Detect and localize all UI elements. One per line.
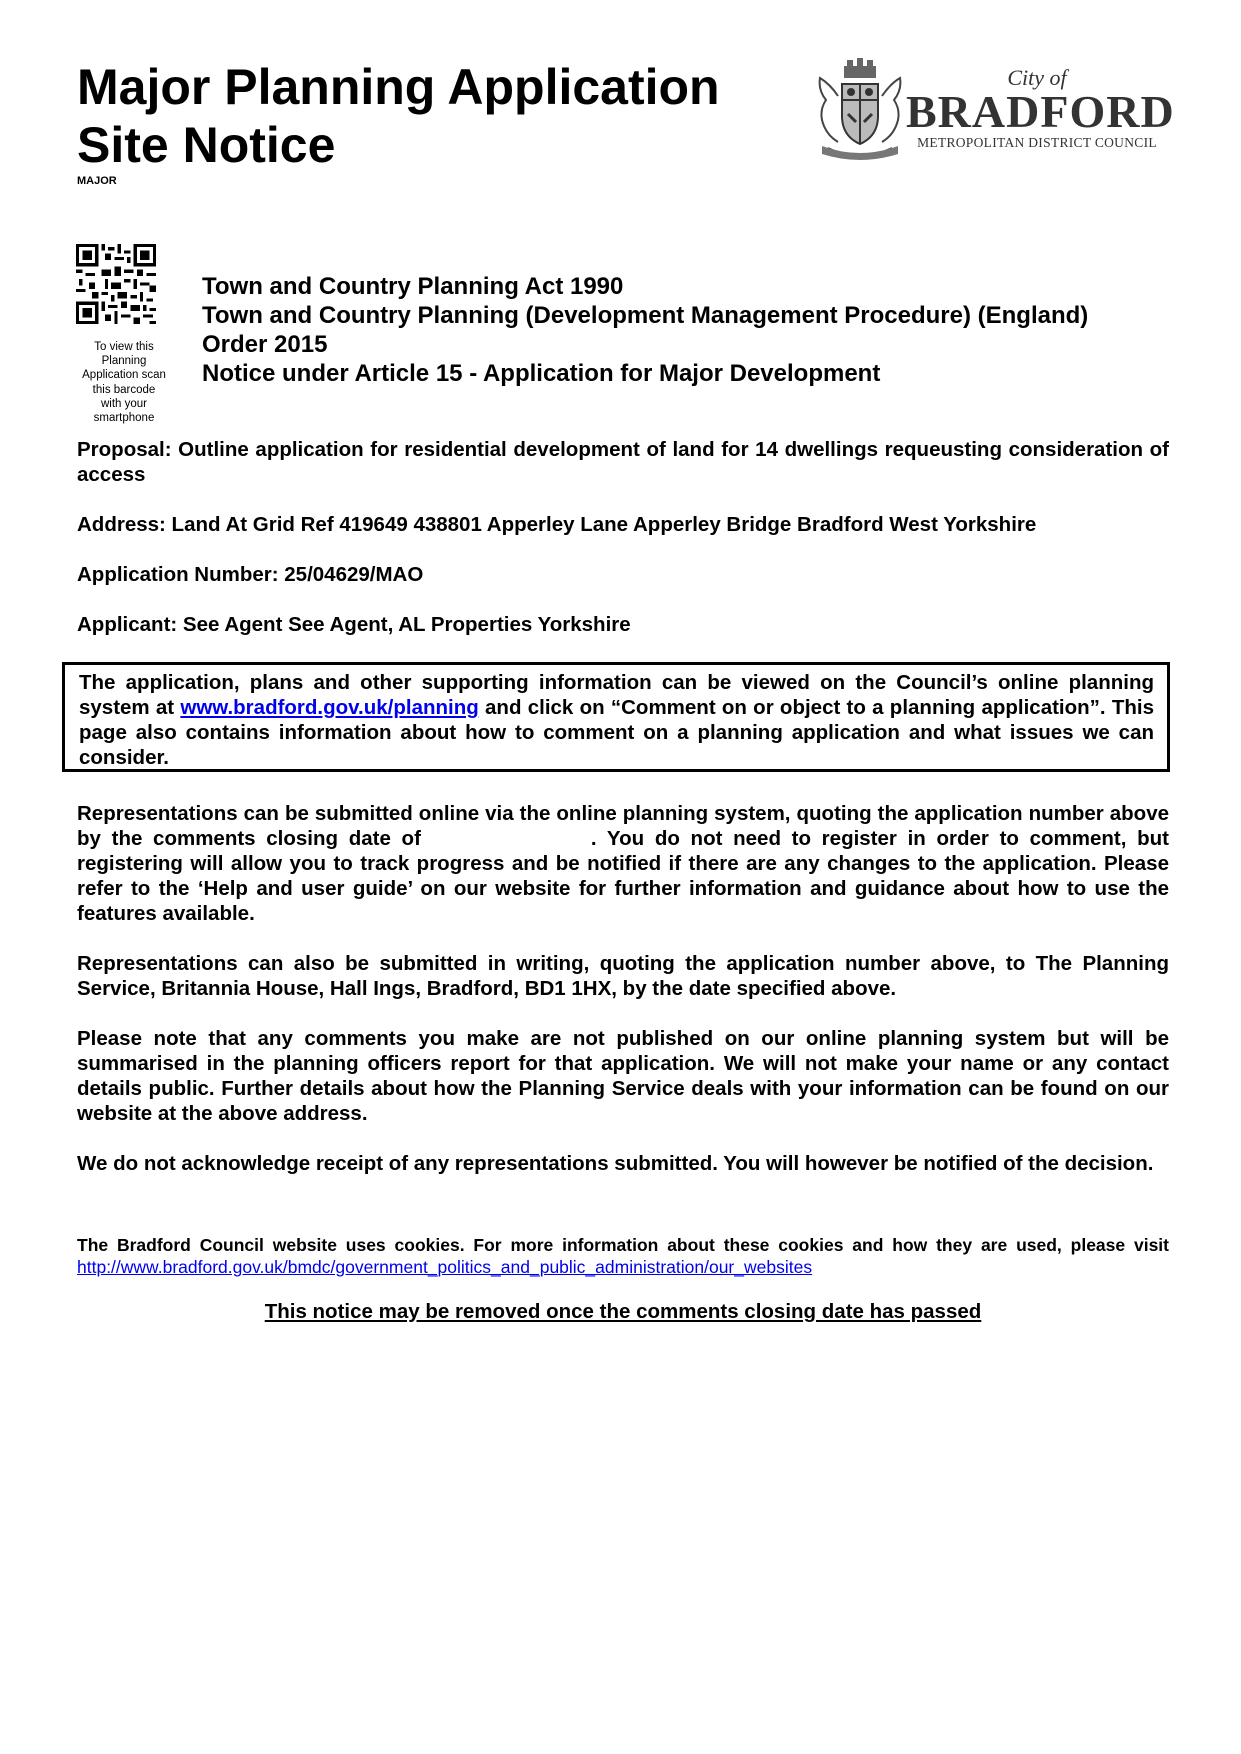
- representations-online-after: . You do not need to register in order to comment, but registering will allow you to track progress and be notified if there are any changes to the application. Please refer to the ‘Help and user guide’ on our website for further information and guidance about how to use the features available.: [77, 827, 1169, 925]
- act-line-2: Town and Country Planning (Development Management Procedure) (England): [202, 302, 1089, 329]
- comments-note: Please note that any comments you make are not published on our online planning system but will be summarised in the planning officers report for that application. We will not make your name or any contact details public. Further details about how the Planning Service deals with your information can be found on our website at the above address.: [77, 1027, 1169, 1125]
- logo-city-of: City of: [1007, 65, 1067, 90]
- qr-caption-line: this barcode: [92, 383, 156, 396]
- cookies-notice: [77, 1234, 1169, 1278]
- info-box-text-before: The application, plans and other supporting information can be viewed on the Council’s online planning system at: [79, 671, 1154, 719]
- page-title: [77, 58, 720, 174]
- qr-caption: [74, 340, 174, 425]
- qr-caption-line: To view this: [94, 341, 154, 353]
- planning-link[interactable]: www.bradford.gov.uk/planning: [180, 696, 479, 719]
- qr-caption-line: with your: [100, 397, 148, 410]
- proposal: Proposal: Outline application for residential development of land for 14 dwellings requeusting consideration of access: [77, 438, 1169, 486]
- act-line-1: Town and Country Planning Act 1990: [202, 273, 624, 300]
- removal-notice: This notice may be removed once the comments closing date has passed: [264, 1300, 982, 1323]
- title-line-1: Major Planning Application: [77, 59, 720, 115]
- application-number: Application Number: 25/04629/MAO: [77, 563, 424, 586]
- info-box: [62, 662, 1170, 772]
- category-label: MAJOR: [77, 175, 117, 187]
- representations-online: [77, 801, 1169, 926]
- representations-online-before: Representations can be submitted online via the online planning system, quoting the application number above by the comments closing date of: [77, 802, 1169, 850]
- act-line-4: Notice under Article 15 - Application for Major Development: [202, 360, 881, 387]
- applicant: Applicant: See Agent See Agent, AL Properties Yorkshire: [77, 613, 631, 636]
- qr-caption-line: smartphone: [93, 412, 155, 425]
- act-line-3: Order 2015: [202, 331, 328, 358]
- qr-caption-line: Application scan: [82, 369, 166, 382]
- representations-writing: Representations can also be submitted in writing, quoting the application number above, to The Planning Service, Britannia House, Hall Ings, Bradford, BD1 1HX, by the date specified above.: [77, 952, 1169, 1000]
- coat-of-arms-icon: [808, 56, 912, 162]
- cookies-text: The Bradford Council website uses cookies. For more information about these cookies and how they are used, please visit: [77, 1235, 1169, 1255]
- qr-code-icon: [76, 244, 156, 324]
- cookies-link[interactable]: http://www.bradford.gov.uk/bmdc/government_politics_and_public_administration/our_websites: [77, 1257, 813, 1277]
- address: Address: Land At Grid Ref 419649 438801 Apperley Lane Apperley Bridge Bradford West Yorkshire: [77, 513, 1037, 536]
- council-logo: [906, 65, 1175, 152]
- title-line-2: Site Notice: [77, 117, 336, 173]
- info-box-text-after: and click on “Comment on or object to a planning application”. This page also contains information about how to comment on a planning application and what issues we can consider.: [79, 696, 1154, 769]
- logo-subtitle: METROPOLITAN DISTRICT COUNCIL: [917, 135, 1157, 150]
- logo-name: BRADFORD: [906, 86, 1175, 137]
- legislation-heading: [202, 272, 1088, 388]
- acknowledgement-note: We do not acknowledge receipt of any representations submitted. You will however be notified of the decision.: [77, 1152, 1154, 1175]
- qr-caption-line: Planning: [101, 355, 147, 368]
